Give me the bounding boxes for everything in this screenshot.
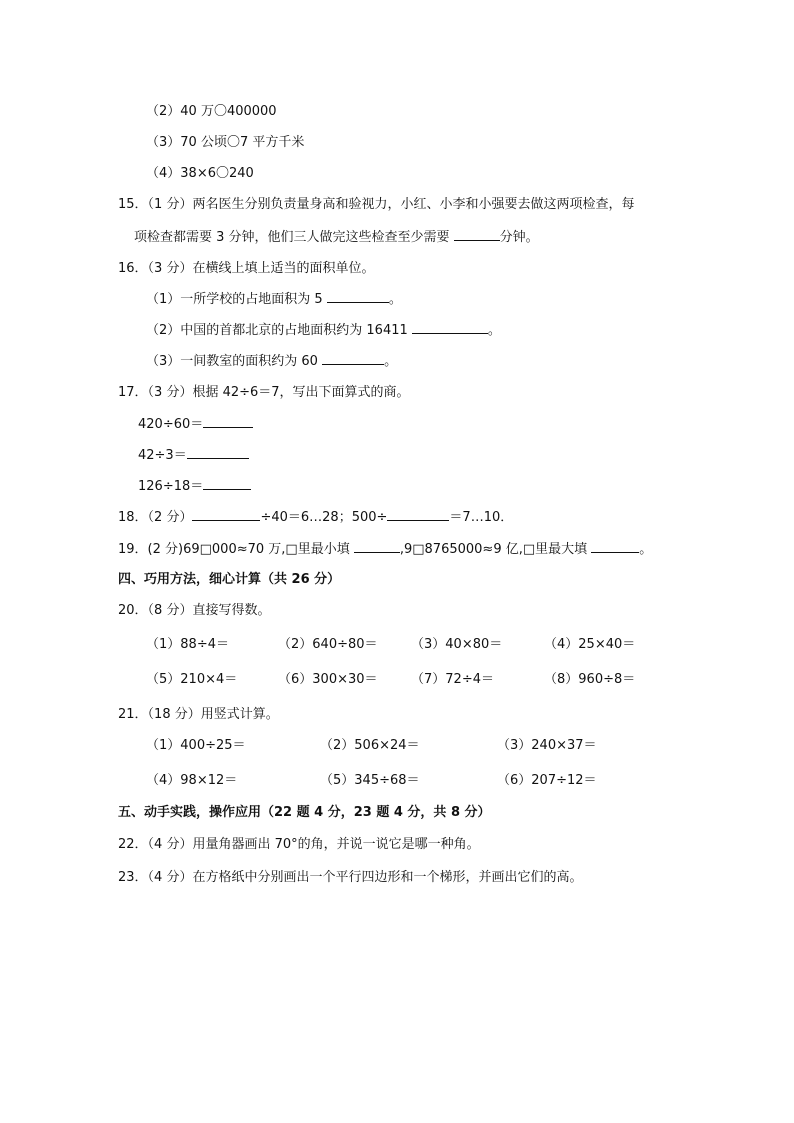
q17-item-1-text: 420÷60＝ [138, 417, 204, 432]
q18-blank-1[interactable] [192, 508, 260, 521]
q14-part-4: （4）38×6〇240 [146, 166, 254, 181]
q16-part-2-end: 。 [487, 323, 501, 338]
q16-part-1-end: 。 [388, 292, 402, 307]
q16-part-3-end: 。 [384, 354, 398, 369]
q16-title: 16．（3 分）在横线上填上适当的面积单位。 [118, 261, 375, 276]
q20-item-8: （8）960÷8＝ [544, 672, 636, 687]
q20-item-1: （1）88÷4＝ [146, 637, 229, 652]
q22-text: 22．（4 分）用量角器画出 70°的角，并说一说它是哪一种角。 [118, 837, 480, 852]
q21-item-3: （3）240×37＝ [497, 738, 597, 753]
q21-item-4: （4）98×12＝ [146, 773, 238, 788]
q15-answer-blank[interactable] [454, 228, 500, 241]
q20-item-7: （7）72÷4＝ [411, 672, 494, 687]
q15-line-2 [134, 228, 539, 247]
q20-item-6: （6）300×30＝ [278, 672, 378, 687]
q16-part-3-blank[interactable] [322, 352, 384, 365]
q18-text: 18．（2 分） [118, 510, 193, 525]
q21-item-6: （6）207÷12＝ [497, 773, 597, 788]
q16-part-2 [146, 321, 501, 340]
q18-mid-1: ÷40＝6…28；500÷ [260, 510, 388, 525]
q15-line-1: 15．（1 分）两名医生分别负责量身高和验视力，小红、小李和小强要去做这两项检查，每 [118, 197, 635, 212]
q21-item-1: （1）400÷25＝ [146, 738, 246, 753]
q16-part-1 [146, 290, 402, 309]
q19-mid: ,9□8765000≈9 亿,□里最大填 [399, 542, 592, 557]
q14-part-2: （2）40 万〇400000 [146, 104, 277, 119]
section-5-heading: 五、动手实践，操作应用（22 题 4 分，23 题 4 分，共 8 分） [118, 805, 491, 820]
q20-item-5: （5）210×4＝ [146, 672, 238, 687]
q19-text: 19．(2 分)69□000≈70 万,□里最小填 [118, 542, 354, 557]
q21-item-5: （5）345÷68＝ [320, 773, 420, 788]
q23-text: 23．（4 分）在方格纸中分别画出一个平行四边形和一个梯形，并画出它们的高。 [118, 870, 583, 885]
q19-blank-1[interactable] [354, 540, 400, 553]
section-4-heading: 四、巧用方法，细心计算（共 26 分） [118, 572, 341, 587]
q17-title: 17．（3 分）根据 42÷6＝7，写出下面算式的商。 [118, 385, 410, 400]
q16-part-1-blank[interactable] [327, 290, 389, 303]
q20-item-3: （3）40×80＝ [411, 637, 503, 652]
q16-part-3-text: （3）一间教室的面积约为 60 [146, 354, 323, 369]
q18-blank-2[interactable] [387, 508, 449, 521]
q15-unit: 分钟。 [499, 230, 539, 245]
q19-line [118, 540, 652, 559]
q17-item-1-blank[interactable] [203, 415, 253, 428]
q20-title: 20．（8 分）直接写得数。 [118, 603, 271, 618]
q18-line [118, 508, 513, 527]
q17-item-2-blank[interactable] [187, 446, 249, 459]
q16-part-1-text: （1）一所学校的占地面积为 5 [146, 292, 327, 307]
q20-item-2: （2）640÷80＝ [278, 637, 378, 652]
q14-part-3: （3）70 公顷〇7 平方千米 [146, 135, 305, 150]
q16-part-3 [146, 352, 397, 371]
q17-item-2 [138, 446, 249, 465]
q16-part-2-text: （2）中国的首都北京的占地面积约为 16411 [146, 323, 412, 338]
q17-item-3 [138, 477, 251, 496]
q21-item-2: （2）506×24＝ [320, 738, 420, 753]
q20-item-4: （4）25×40＝ [544, 637, 636, 652]
q21-title: 21．（18 分）用竖式计算。 [118, 707, 279, 722]
q17-item-3-blank[interactable] [203, 477, 251, 490]
q19-blank-2[interactable] [591, 540, 639, 553]
q19-end: 。 [639, 542, 653, 557]
q15-text: 项检查都需要 3 分钟，他们三人做完这些检查至少需要 [134, 230, 454, 245]
q17-item-2-text: 42÷3＝ [138, 448, 187, 463]
q17-item-1 [138, 415, 253, 434]
q16-part-2-blank[interactable] [412, 321, 488, 334]
q17-item-3-text: 126÷18＝ [138, 479, 204, 494]
q18-mid-2: ＝7…10． [449, 510, 514, 525]
